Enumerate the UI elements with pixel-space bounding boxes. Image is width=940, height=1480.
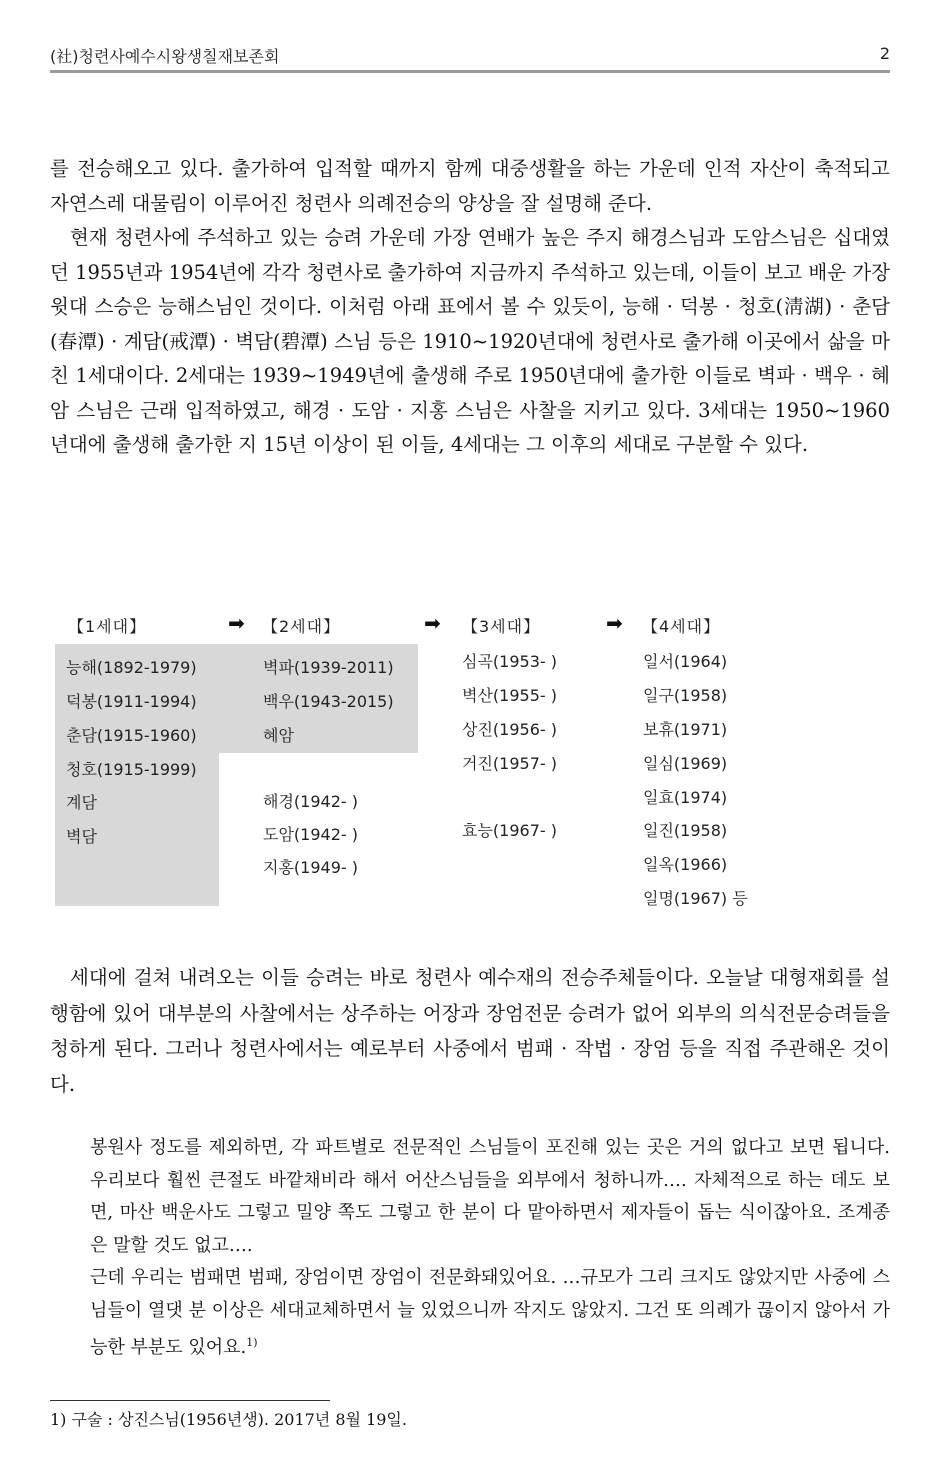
gen4-monk: 일구(1958) [643,686,728,705]
gen4-monk: 일효(1974) [643,788,728,807]
page-number: 2 [879,44,890,63]
gen4-monk: 일명(1967) 등 [643,889,748,908]
gen1-monk: 벽담 [66,827,97,846]
arrow-right-icon: ➡ [228,611,245,635]
gen4-monk: 일서(1964) [643,652,728,671]
footnote-divider [50,1400,330,1401]
gen2-monk: 지홍(1949- ) [263,858,358,877]
page-header [50,40,890,73]
gen2-monk: 백우(1943-2015) [263,692,394,711]
quote-line-second [90,1262,890,1365]
gen2-header: 【2세대】 [262,617,341,636]
gen4-monk: 일옥(1966) [643,855,728,874]
gen3-monk: 벽산(1955- ) [462,686,557,705]
paragraph-generations: 현재 청련사에 주석하고 있는 승려 가운데 가장 연배가 높은 주지 해경스님과 도암스님은 십대였던 1955년과 1954년에 각각 청련사로 출가하여 지금까지 주석하고 있는데, 이들이 보고 배운 가장 윗대 스승은 능해스님인 것이다. 이처럼 아래 표에서 볼 수 있듯이, 능해 · 덕봉 · 청호(淸湖) · 춘담(春潭) · 계담(戒潭) · 벽담(碧潭) 스님 등은 1910~1920년대에 청련사로 출가해 이곳에서 삶을 마친 1세대이다. 2세대는 1939~1949년에 출생해 주로 1950년대에 출가한 이들로 벽파 · 백우 · 혜암 스님은 근래 입적하였고, 해경 · 도암 · 지홍 스님은 사찰을 지키고 있다. 3세대는 1950~1960년대에 출생해 출가한 지 15년 이상이 된 이들, 4세대는 그 이후의 세대로 구분할 수 있다. [50,226,890,456]
paragraph-transmitters: 세대에 걸쳐 내려오는 이들 승려는 바로 청련사 예수재의 전승주체들이다. 오늘날 대형재회를 설행함에 있어 대부분의 사찰에서는 상주하는 어장과 장엄전문 승려가 없어 외부의 의식전문승려들을 청하게 된다. 그러나 청련사에서는 예로부터 사중에서 범패 · 작법 · 장엄 등을 직접 주관해온 것이다. [50,966,890,1096]
gen2-monk: 도암(1942- ) [263,825,358,844]
gen4-header: 【4세대】 [642,617,721,636]
quote-text: 근데 우리는 범패면 범패, 장엄이면 장엄이 전문화돼있어요. …규모가 그리 크지도 않았지만 사중에 스님들이 열댓 분 이상은 세대교체하면서 늘 있었으니까 작지도 않았지. 그건 또 의례가 끊이지 않아서 가능한 부분도 있어요. [90,1267,890,1358]
gen2-monk: 혜암 [263,726,294,745]
body-text-intro [50,152,890,463]
arrow-right-icon: ➡ [424,611,441,635]
paragraph-continuation: 를 전승해오고 있다. 출가하여 입적할 때까지 함께 대중생활을 하는 가운데 인적 자산이 축적되고 자연스레 대물림이 이루어진 청련사 의례전승의 양상을 잘 설명해 준다. [50,157,890,215]
footnote-ref[interactable]: 1) [246,1336,258,1349]
quote-line: 봉원사 정도를 제외하면, 각 파트별로 전문적인 스님들이 포진해 있는 곳은 거의 없다고 보면 됩니다. 우리보다 훨씬 큰절도 바깥채비라 해서 어산스님들을 외부에서 청하니까…. 자체적으로 하는 데도 보면, 마산 백운사도 그렇고 밀양 쪽도 그렇고 한 분이 다 맡아하면서 제자들이 돕는 식이잖아요. 조계종은 말할 것도 없고…. [90,1137,890,1256]
arrow-right-icon: ➡ [606,611,623,635]
gen3-monk: 상진(1956- ) [462,720,557,739]
gen3-header: 【3세대】 [462,617,541,636]
gen1-monk: 덕봉(1911-1994) [66,692,197,711]
gen2-monk: 벽파(1939-2011) [263,658,394,677]
body-text-transmission [50,960,890,1102]
gen3-monk: 거진(1957- ) [462,754,557,773]
gen3-monk: 심곡(1953- ) [462,652,557,671]
gen4-monk: 일진(1958) [643,821,728,840]
footnote: 1) 구술 : 상진스님(1956년생). 2017년 8월 19일. [50,1410,407,1429]
gen1-monk: 청호(1915-1999) [66,760,197,779]
gen1-monk: 능해(1892-1979) [66,658,197,677]
interview-quote [90,1132,890,1365]
organization-name: (社)청련사예수시왕생칠재보존회 [50,47,280,66]
gen2-monk: 해경(1942- ) [263,792,358,811]
gen1-monk: 계담 [66,793,97,812]
gen1-monk: 춘담(1915-1960) [66,726,197,745]
gen4-monk: 보휴(1971) [643,720,728,739]
gen4-monk: 일심(1969) [643,754,728,773]
gen3-monk: 효능(1967- ) [462,821,557,840]
generation-diagram [50,600,890,920]
gen1-header: 【1세대】 [68,617,147,636]
